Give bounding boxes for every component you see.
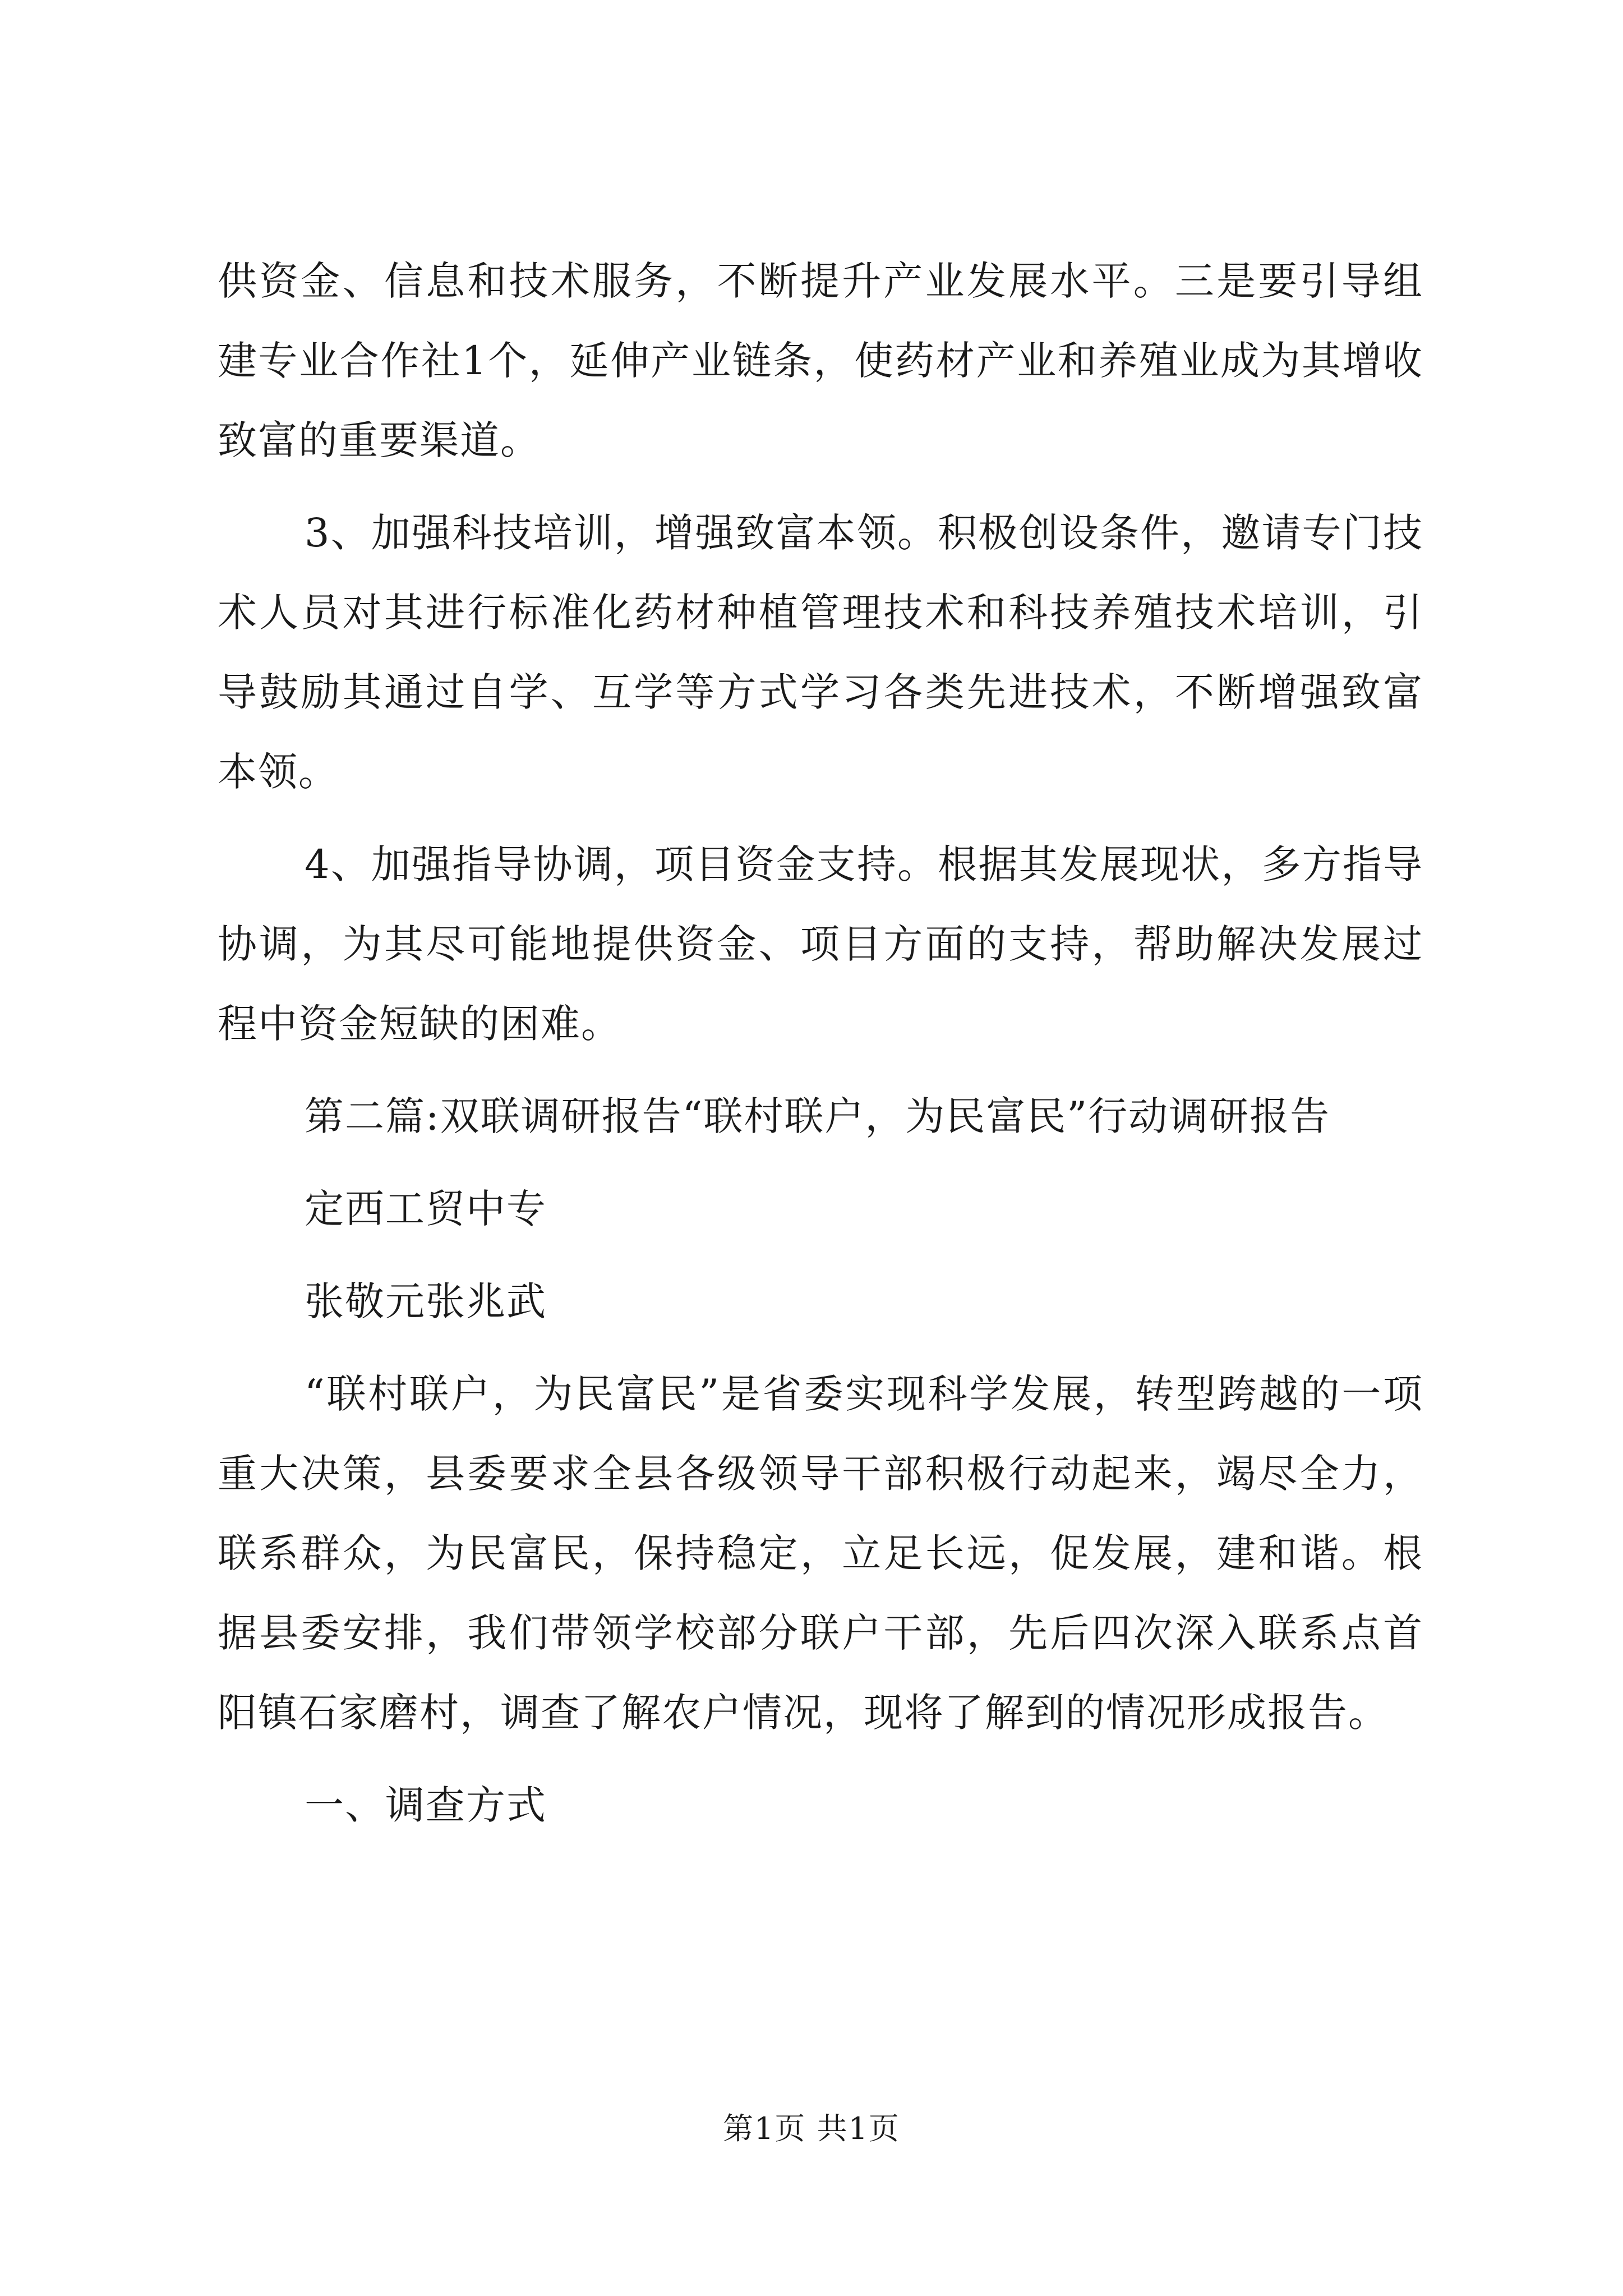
- document-body: [218, 241, 1423, 1858]
- paragraph-continuation: 供资金、信息和技术服务，不断提升产业发展水平。三是要引导组建专业合作社1个，延伸产业链条，使药材产业和养殖业成为其增收致富的重要渠道。: [218, 258, 1423, 463]
- author-names: 张敬元张兆武: [305, 1278, 547, 1324]
- page-footer: 第1页 共1页: [723, 2111, 900, 2146]
- paragraph-intro: “联村联户，为民富民”是省委实现科学发展，转型跨越的一项重大决策，县委要求全县各级领导干部积极行动起来，竭尽全力，联系群众，为民富民，保持稳定，立足长远，促发展，建和谐。根据县委安排，我们带领学校部分联户干部，先后四次深入联系点首阳镇石家磨村，调查了解农户情况，现将了解到的情况形成报告。: [218, 1371, 1423, 1736]
- section-title: 第二篇:双联调研报告“联村联户，为民富民”行动调研报告: [305, 1093, 1331, 1139]
- heading-survey-method: 一、调查方式: [305, 1782, 547, 1828]
- author-organization: 定西工贸中专: [305, 1186, 547, 1232]
- paragraph-item-4: 4、加强指导协调，项目资金支持。根据其发展现状，多方指导协调，为其尽可能地提供资金、项目方面的支持，帮助解决发展过程中资金短缺的困难。: [218, 841, 1423, 1047]
- paragraph-item-3: 3、加强科技培训，增强致富本领。积极创设条件，邀请专门技术人员对其进行标准化药材种植管理技术和科技养殖技术培训，引导鼓励其通过自学、互学等方式学习各类先进技术，不断增强致富本领。: [218, 510, 1423, 795]
